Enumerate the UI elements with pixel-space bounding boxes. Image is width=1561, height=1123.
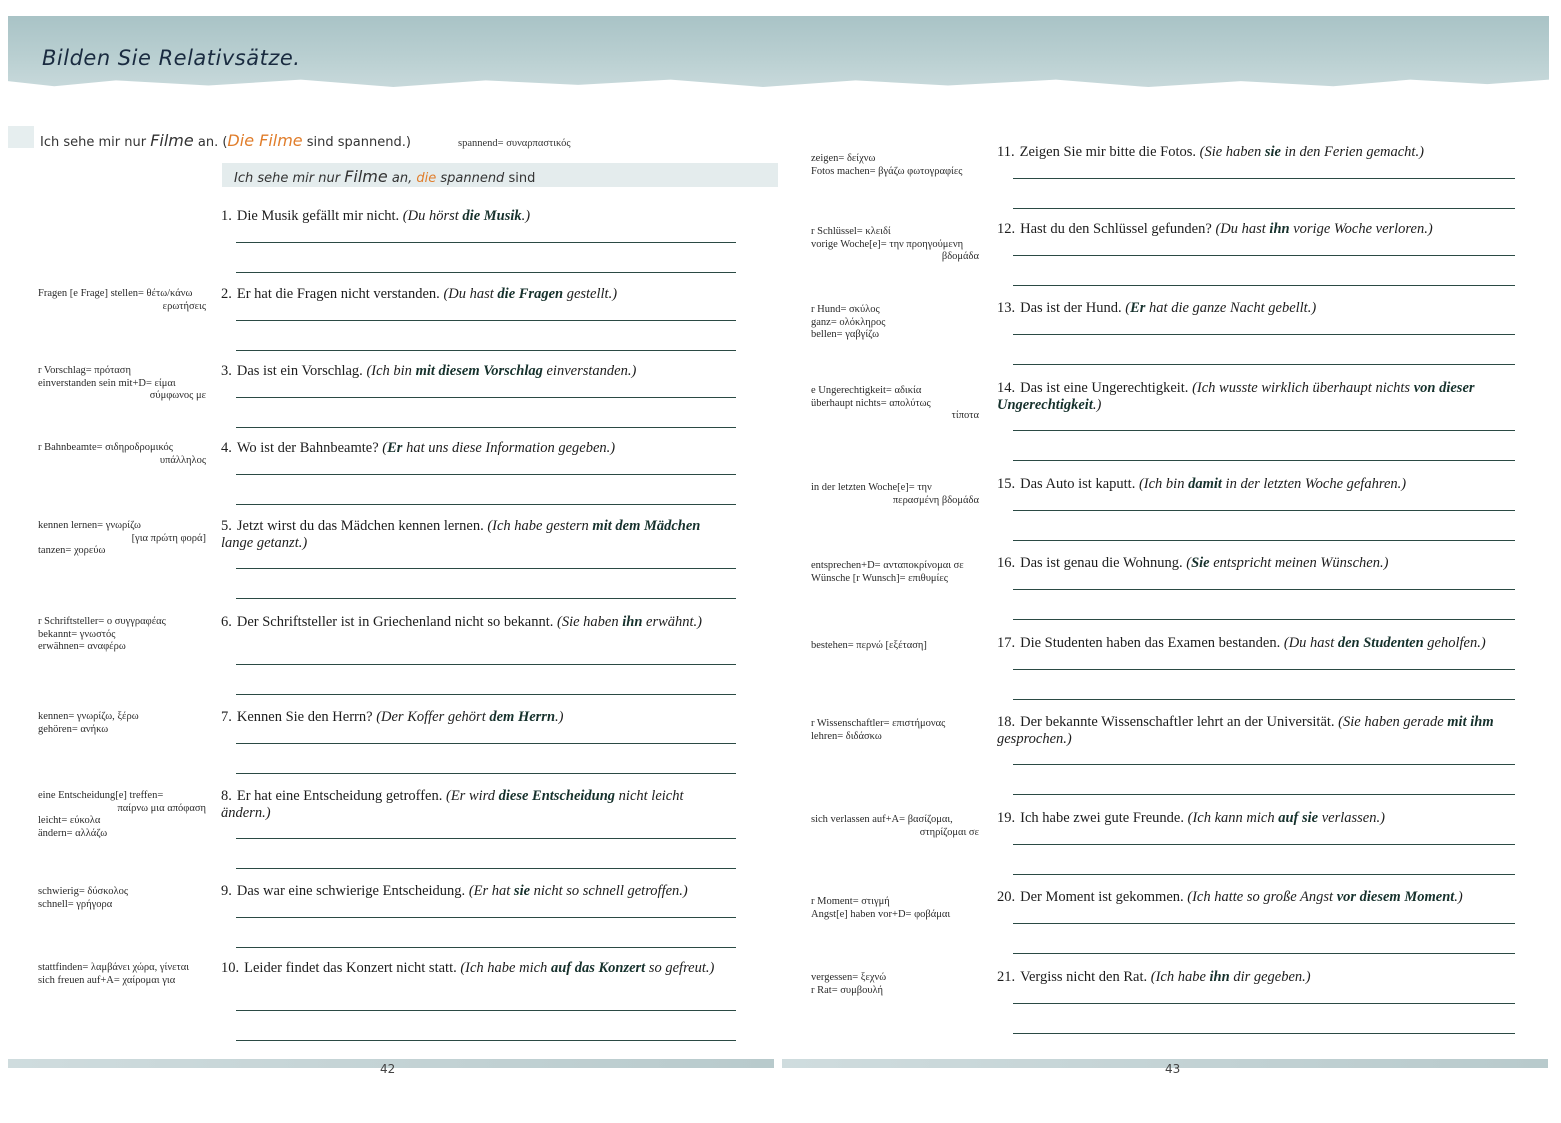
example-text: an, — [387, 171, 417, 186]
exercise-item — [997, 889, 1507, 906]
example-text: die — [416, 171, 437, 186]
exercise-text: ( — [1186, 555, 1192, 571]
exercise-text: Der Schriftsteller ist in Griechenland nicht so bekannt. — [236, 614, 557, 630]
exercise-number: 14. — [997, 380, 1016, 396]
exercise-text: verlassen.) — [1318, 810, 1385, 826]
vocab-note — [38, 365, 206, 403]
exercise-text: Ich habe zwei gute Freunde. — [1020, 810, 1188, 826]
vocab-line: tanzen= χορεύω — [38, 545, 106, 556]
exercise-number: 13. — [997, 300, 1016, 316]
vocab-note — [811, 385, 979, 423]
exercise-text: Das ist eine Ungerechtigkeit. — [1020, 380, 1193, 396]
exercise-text: Sie — [1191, 555, 1210, 571]
exercise-number: 1. — [221, 208, 232, 224]
answer-line[interactable] — [236, 694, 736, 695]
vocab-line: bellen= γαβγίζω — [811, 329, 880, 340]
exercise-text: Wo ist der Bahnbeamte? — [236, 440, 383, 456]
exercise-text: gestellt.) — [563, 286, 618, 302]
answer-line[interactable] — [1013, 178, 1515, 179]
vocab-note — [811, 972, 979, 997]
vocab-note — [811, 153, 979, 178]
exercise-text: Hast du den Schlüssel gefunden? — [1020, 221, 1216, 237]
vocab-note — [811, 304, 979, 342]
exercise-text: (Ich wusste wirklich überhaupt nichts — [1192, 380, 1414, 396]
vocab-line: e Ungerechtigkeit= αδικία — [811, 385, 922, 396]
exercise-text: .) — [555, 709, 564, 725]
exercise-text: Jetzt wirst du das Mädchen kennen lernen. — [236, 518, 488, 534]
answer-line[interactable] — [1013, 460, 1515, 461]
exercise-text: Das ist der Hund. — [1020, 300, 1126, 316]
exercise-text: die Musik — [462, 208, 522, 224]
answer-line[interactable] — [236, 838, 736, 839]
exercise-text: ( — [1125, 300, 1131, 316]
vocab-note — [811, 640, 979, 653]
exercise-text: (Sie haben gerade — [1338, 714, 1448, 730]
answer-line[interactable] — [1013, 208, 1515, 209]
vocab-note — [38, 790, 206, 840]
answer-line[interactable] — [1013, 923, 1515, 924]
exercise-text: Das ist genau die Wohnung. — [1020, 555, 1187, 571]
exercise-text: (Ich habe — [1150, 969, 1210, 985]
exercise-text: die Fragen — [497, 286, 564, 302]
exercise-text: (Ich kann mich — [1187, 810, 1279, 826]
exercise-text: Das war eine schwierige Entscheidung. — [236, 883, 469, 899]
vocab-note — [38, 520, 206, 558]
vocab-line: stattfinden= λαμβάνει χώρα, γίνεται — [38, 962, 190, 973]
vocab-line: στηρίζομαι σε — [919, 826, 979, 838]
exercise-text: nicht leicht ändern.) — [221, 788, 684, 821]
exercise-text: (Sie haben — [557, 614, 623, 630]
vocab-line: leicht= εύκολα — [38, 815, 101, 826]
exercise-item — [221, 518, 731, 552]
exercise-text: Er hat eine Entscheidung getroffen. — [236, 788, 446, 804]
exercise-text: erwähnt.) — [642, 614, 703, 630]
exercise-text: (Ich bin — [366, 363, 416, 379]
answer-line[interactable] — [236, 868, 736, 869]
vocab-line: ändern= αλλάζω — [38, 827, 108, 839]
example-text: sind — [508, 171, 536, 186]
answer-line[interactable] — [236, 350, 736, 351]
vocab-line: vorige Woche[e]= την προηγούμενη — [811, 238, 964, 250]
exercise-item — [221, 363, 731, 380]
exercise-item — [997, 380, 1507, 414]
vocab-line: bestehen= περνώ [εξέταση] — [811, 640, 927, 651]
exercise-text: (Er hat — [468, 883, 514, 899]
exercise-text: in der letzten Woche gefahren.) — [1221, 476, 1407, 492]
exercise-text: hat die ganze Nacht gebellt.) — [1145, 300, 1317, 316]
exercise-text: (Du hast — [1283, 635, 1338, 651]
exercise-number: 12. — [997, 221, 1016, 237]
vocab-line: r Hund= σκύλος — [811, 304, 880, 315]
vocab-line: παίρνω μια απόφαση — [117, 802, 206, 814]
exercise-number: 10. — [221, 960, 240, 976]
answer-line[interactable] — [1013, 874, 1515, 875]
example-highlight — [8, 126, 34, 148]
exercise-text: Die Studenten haben das Examen bestanden. — [1020, 635, 1284, 651]
vocab-note — [811, 718, 979, 743]
vocab-line: r Moment= στιγμή — [811, 896, 890, 907]
vocab-note — [38, 962, 206, 987]
vocab-line: entsprechen+D= ανταποκρίνομαι σε — [811, 560, 964, 571]
exercise-item — [221, 286, 731, 303]
exercise-text: mit diesem Vorschlag — [415, 363, 543, 379]
example-answer — [234, 167, 535, 186]
exercise-text: nicht so schnell getroffen.) — [530, 883, 688, 899]
vocab-line: vergessen= ξεχνώ — [811, 972, 887, 983]
vocab-line: υπάλληλος — [159, 454, 206, 466]
answer-line[interactable] — [236, 320, 736, 321]
vocab-line: bekannt= γνωστός — [38, 628, 116, 640]
answer-line[interactable] — [236, 773, 736, 774]
exercise-text: vorige Woche verloren.) — [1289, 221, 1433, 237]
exercise-number: 16. — [997, 555, 1016, 571]
vocab-note — [811, 560, 979, 585]
answer-line[interactable] — [236, 1040, 736, 1041]
exercise-item — [221, 883, 731, 900]
vocab-note — [38, 711, 206, 736]
vocab-note — [811, 896, 979, 921]
answer-line[interactable] — [236, 504, 736, 505]
exercise-text: so gefreut.) — [645, 960, 715, 976]
exercise-text: auf sie — [1278, 810, 1319, 826]
exercise-number: 11. — [997, 144, 1015, 160]
example-text: an. ( — [193, 135, 228, 150]
exercise-text: gesprochen.) — [997, 731, 1072, 747]
vocab-line: r Rat= συμβουλή — [811, 984, 884, 996]
exercise-number: 6. — [221, 614, 232, 630]
vocab-line: περασμένη βδομάδα — [892, 494, 979, 506]
answer-line[interactable] — [1013, 255, 1515, 256]
answer-line[interactable] — [236, 568, 736, 569]
answer-line[interactable] — [236, 427, 736, 428]
exercise-number: 7. — [221, 709, 232, 725]
answer-line[interactable] — [1013, 285, 1515, 286]
exercise-number: 21. — [997, 969, 1016, 985]
vocab-line: ganz= ολόκληρος — [811, 316, 886, 328]
exercise-text: Das ist ein Vorschlag. — [236, 363, 367, 379]
vocab-line: einverstanden sein mit+D= είμαι — [38, 377, 176, 389]
exercise-text: (Ich hatte so große Angst — [1187, 889, 1337, 905]
answer-line[interactable] — [1013, 669, 1515, 670]
exercise-item — [997, 476, 1507, 493]
example-text: Die Filme — [227, 131, 303, 150]
vocab-line: r Bahnbeamte= σιδηροδρομικός — [38, 442, 173, 453]
exercise-text: mit ihm — [1447, 714, 1494, 730]
exercise-item — [997, 221, 1507, 238]
exercise-number: 15. — [997, 476, 1016, 492]
exercise-text: ihn — [1209, 969, 1230, 985]
exercise-text: (Der Koffer gehört — [376, 709, 490, 725]
answer-line[interactable] — [1013, 1003, 1515, 1004]
vocab-line: r Vorschlag= πρόταση — [38, 365, 131, 376]
page-number-left: 42 — [380, 1062, 396, 1076]
exercise-number: 8. — [221, 788, 232, 804]
exercise-text: ihn — [1269, 221, 1290, 237]
vocab-line: [για πρώτη φορά] — [131, 532, 206, 544]
vocab-note — [811, 482, 979, 507]
answer-line[interactable] — [1013, 794, 1515, 795]
exercise-text: Das Auto ist kaputt. — [1020, 476, 1139, 492]
exercise-text: mit dem Mädchen — [592, 518, 701, 534]
exercise-number: 17. — [997, 635, 1016, 651]
exercise-text: von dieser Ungerechtigkeit — [997, 380, 1475, 413]
answer-line[interactable] — [1013, 844, 1515, 845]
exercise-text: (Du hast — [1215, 221, 1270, 237]
answer-line[interactable] — [1013, 589, 1515, 590]
answer-line[interactable] — [1013, 430, 1515, 431]
example-text: Ich sehe mir nur — [40, 135, 151, 150]
exercise-text: dir gegeben.) — [1229, 969, 1311, 985]
exercise-item — [221, 709, 731, 726]
vocab-note — [38, 442, 206, 467]
answer-line[interactable] — [1013, 540, 1515, 541]
answer-line[interactable] — [1013, 364, 1515, 365]
example-vocab: spannend= συναρπαστικός — [458, 138, 571, 149]
exercise-text: .) — [1092, 397, 1102, 413]
exercise-text: auf das Konzert — [550, 960, 646, 976]
exercise-text: in den Ferien gemacht.) — [1280, 144, 1424, 160]
exercise-text: Er — [1130, 300, 1146, 316]
exercise-text: Zeigen Sie mir bitte die Fotos. — [1019, 144, 1200, 160]
vocab-line: kennen= γνωρίζω, ξέρω — [38, 711, 139, 722]
answer-line[interactable] — [236, 397, 736, 398]
vocab-line: Fotos machen= βγάζω φωτογραφίες — [811, 165, 963, 177]
answer-line[interactable] — [236, 917, 736, 918]
exercise-item — [221, 960, 731, 977]
exercise-item — [997, 810, 1507, 827]
exercise-item — [997, 300, 1507, 317]
exercise-text: den Studenten — [1337, 635, 1424, 651]
exercise-text: Der bekannte Wissenschaftler lehrt an der Universität. — [1020, 714, 1339, 730]
vocab-line: ερωτήσεις — [162, 300, 206, 312]
exercise-text: .) — [1454, 889, 1463, 905]
vocab-note — [811, 226, 979, 264]
exercise-number: 2. — [221, 286, 232, 302]
vocab-line: σύμφωνος με — [149, 390, 206, 401]
vocab-line: Fragen [e Frage] stellen= θέτω/κάνω — [38, 288, 193, 299]
exercise-item — [221, 614, 731, 631]
exercise-text: damit — [1188, 476, 1222, 492]
answer-line[interactable] — [1013, 510, 1515, 511]
exercise-number: 19. — [997, 810, 1016, 826]
vocab-line: r Schriftsteller= ο συγγραφέας — [38, 616, 166, 627]
vocab-line: zeigen= δείχνω — [811, 153, 876, 164]
exercise-text: sie — [513, 883, 531, 899]
exercise-text: (Du hörst — [402, 208, 463, 224]
vocab-line: sich freuen auf+A= χαίρομαι για — [38, 974, 176, 986]
answer-line[interactable] — [236, 598, 736, 599]
exercise-text: (Sie haben — [1199, 144, 1265, 160]
answer-line[interactable] — [1013, 764, 1515, 765]
vocab-line: gehören= ανήκω — [38, 723, 109, 735]
vocab-line: eine Entscheidung[e] treffen= — [38, 790, 164, 801]
example-text: sind spannend.) — [302, 135, 411, 150]
example-text: Filme — [150, 131, 194, 150]
vocab-line: erwähnen= αναφέρω — [38, 641, 126, 652]
answer-line[interactable] — [236, 947, 736, 948]
exercise-text: einverstanden.) — [542, 363, 637, 379]
vocab-line: in der letzten Woche[e]= την — [811, 482, 932, 493]
answer-line[interactable] — [1013, 619, 1515, 620]
vocab-line: r Schlüssel= κλειδί — [811, 226, 891, 237]
exercise-item — [221, 788, 731, 822]
vocab-line: schnell= γρήγορα — [38, 898, 113, 910]
exercise-text: .) — [521, 208, 531, 224]
exercise-item — [997, 714, 1507, 748]
vocab-line: sich verlassen auf+A= βασίζομαι, — [811, 814, 953, 825]
exercise-text: (Du hast — [443, 286, 498, 302]
exercise-item — [997, 635, 1507, 652]
vocab-note — [38, 616, 206, 654]
exercise-text: (Ich habe mich — [460, 960, 551, 976]
exercise-text: (Ich bin — [1138, 476, 1189, 492]
answer-line[interactable] — [236, 474, 736, 475]
exercise-text: diese Entscheidung — [498, 788, 616, 804]
exercise-text: Leider findet das Konzert nicht statt. — [244, 960, 461, 976]
exercise-item — [997, 144, 1507, 161]
exercise-text: vor diesem Moment — [1336, 889, 1455, 905]
exercise-item — [221, 208, 731, 225]
exercise-item — [221, 440, 731, 457]
vocab-line: Wünsche [r Wunsch]= επιθυμίες — [811, 572, 948, 584]
example-sentence — [40, 131, 411, 150]
exercise-text: Der Moment ist gekommen. — [1020, 889, 1188, 905]
exercise-text: Die Musik gefällt mir nicht. — [236, 208, 403, 224]
vocab-line: überhaupt nichts= απολύτως — [811, 397, 931, 409]
vocab-line: τίποτα — [951, 410, 979, 421]
exercise-text: entspricht meinen Wünschen.) — [1209, 555, 1389, 571]
exercise-number: 4. — [221, 440, 232, 456]
answer-line[interactable] — [1013, 699, 1515, 700]
page-number-right: 43 — [1165, 1062, 1181, 1076]
vocab-line: βδομάδα — [941, 251, 979, 262]
exercise-text: (Er wird — [445, 788, 499, 804]
exercise-text: ( — [382, 440, 388, 456]
exercise-number: 18. — [997, 714, 1016, 730]
vocab-line: Angst[e] haben vor+D= φοβάμαι — [811, 908, 951, 920]
exercise-item — [997, 969, 1507, 986]
exercise-text: Vergiss nicht den Rat. — [1020, 969, 1151, 985]
page-title: Bilden Sie Relativsätze. — [42, 46, 301, 70]
vocab-note — [38, 288, 206, 313]
exercise-text: hat uns diese Information gegeben.) — [402, 440, 616, 456]
exercise-text: Kennen Sie den Herrn? — [236, 709, 377, 725]
vocab-line: kennen lernen= γνωρίζω — [38, 520, 141, 531]
exercise-text: Er hat die Fragen nicht verstanden. — [236, 286, 444, 302]
answer-line[interactable] — [236, 272, 736, 273]
answer-line[interactable] — [236, 1010, 736, 1011]
answer-line[interactable] — [1013, 953, 1515, 954]
answer-line[interactable] — [236, 664, 736, 665]
answer-line[interactable] — [1013, 1033, 1515, 1034]
example-text: spannend — [436, 171, 509, 186]
exercise-number: 5. — [221, 518, 232, 534]
exercise-number: 3. — [221, 363, 232, 379]
vocab-line: lehren= διδάσκω — [811, 730, 882, 742]
exercise-text: lange getanzt.) — [221, 535, 308, 551]
exercise-text: Er — [387, 440, 403, 456]
exercise-item — [997, 555, 1507, 572]
exercise-text: dem Herrn — [489, 709, 556, 725]
answer-line[interactable] — [236, 743, 736, 744]
vocab-note — [38, 886, 206, 911]
exercise-text: (Ich habe gestern — [487, 518, 593, 534]
answer-line[interactable] — [236, 242, 736, 243]
example-text: Filme — [344, 167, 388, 186]
exercise-text: geholfen.) — [1423, 635, 1486, 651]
exercise-number: 9. — [221, 883, 232, 899]
vocab-line: r Wissenschaftler= επιστήμονας — [811, 718, 946, 729]
example-answer-bar — [222, 163, 778, 187]
exercise-number: 20. — [997, 889, 1016, 905]
exercise-text: sie — [1264, 144, 1281, 160]
example-text: Ich sehe mir nur — [234, 171, 345, 186]
vocab-line: schwierig= δύσκολος — [38, 886, 128, 897]
vocab-note — [811, 814, 979, 839]
answer-line[interactable] — [1013, 334, 1515, 335]
exercise-text: ihn — [622, 614, 643, 630]
